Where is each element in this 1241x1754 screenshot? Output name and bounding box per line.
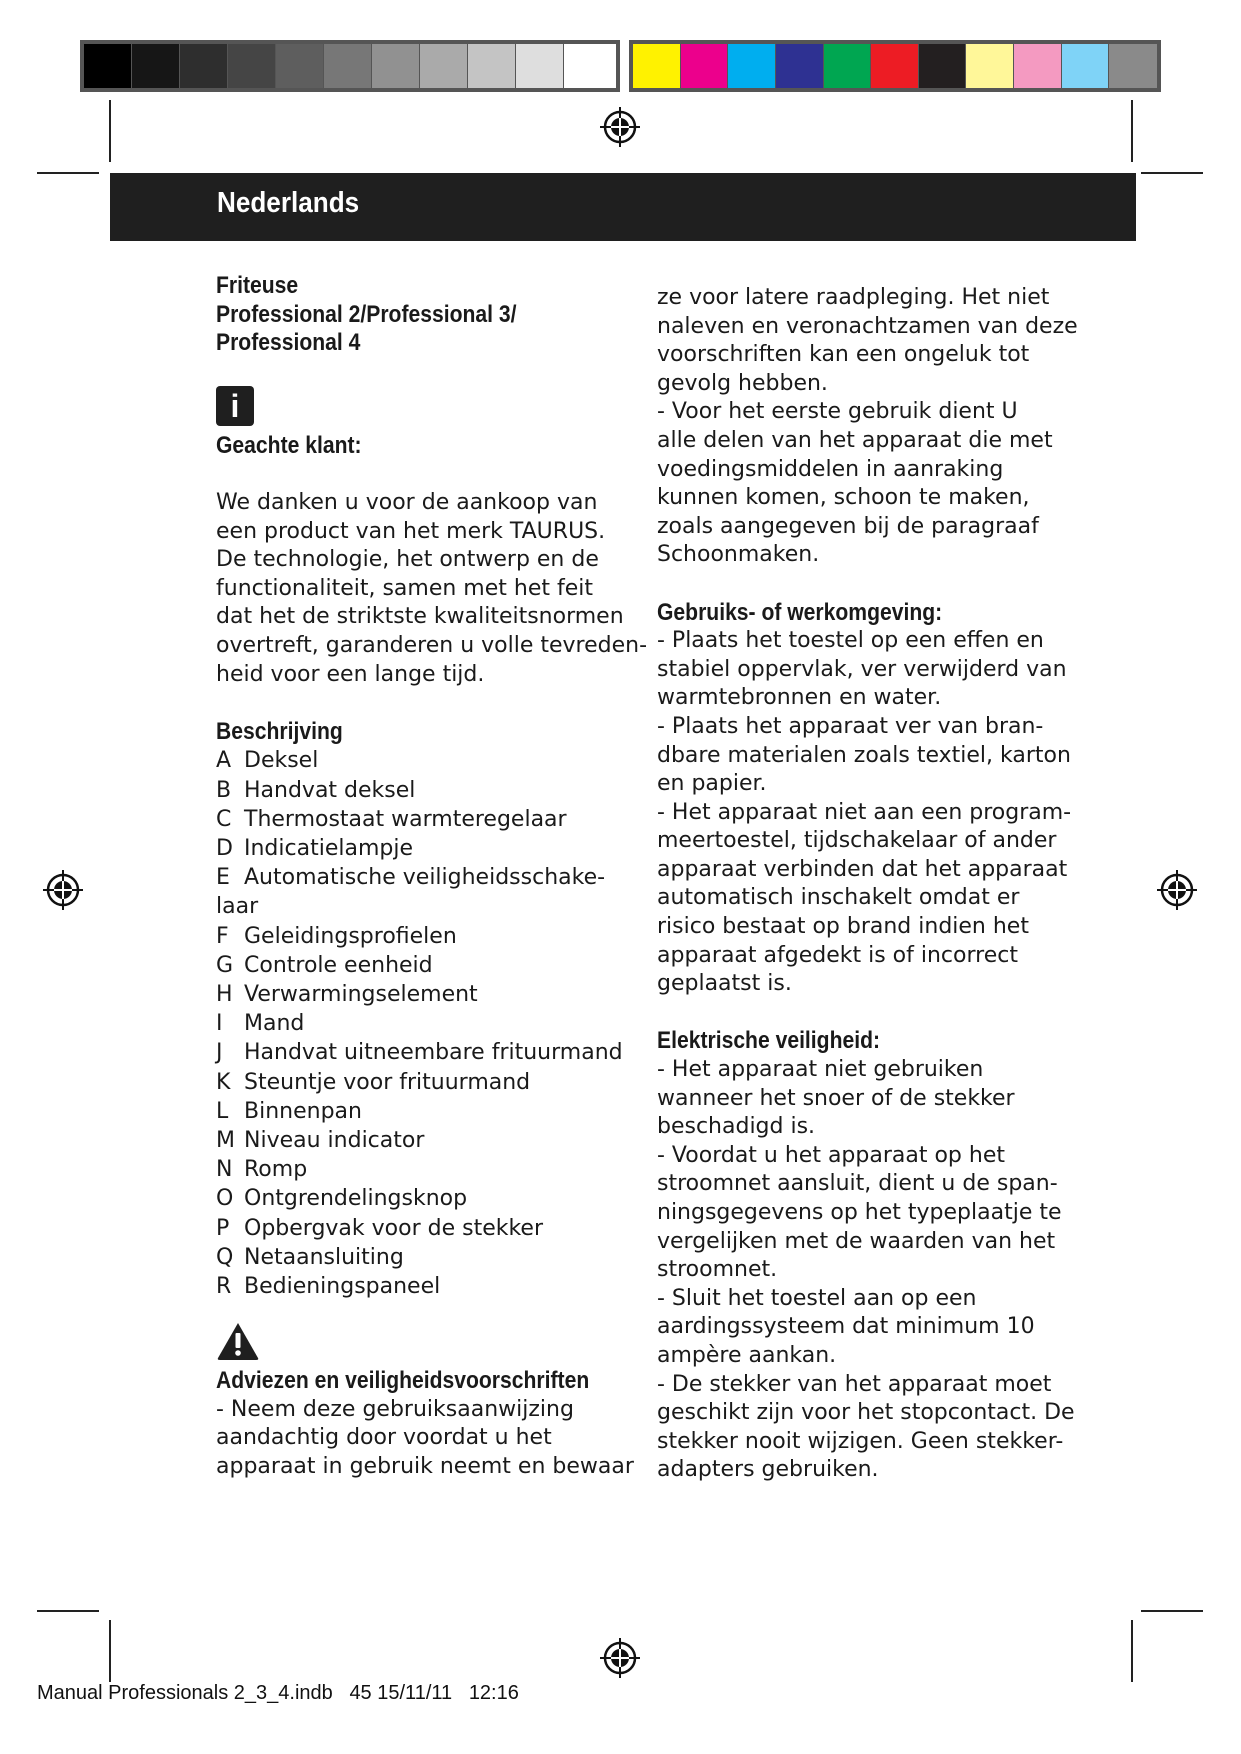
registration-mark-left: [41, 868, 85, 912]
swatch: [84, 44, 132, 88]
registration-mark-right: [1155, 868, 1199, 912]
swatch: [468, 44, 516, 88]
part-item: [216, 1272, 626, 1301]
slug-file: Manual Professionals 2_3_4.indb: [37, 1682, 333, 1704]
part-letter: K: [216, 1069, 231, 1095]
continuation-line: gevolg hebben.: [657, 370, 828, 396]
environment-line: - Plaats het toestel op een effen en: [657, 628, 1044, 654]
environment-line: stabiel oppervlak, ver verwijderd van: [657, 656, 1067, 682]
electrical-line: adapters gebruiken.: [657, 1457, 879, 1483]
environment-line: meertoestel, tijdschakelaar of ander: [657, 828, 1057, 854]
swatch: [871, 44, 919, 88]
part-label: Netaansluiting: [244, 1244, 404, 1270]
part-label: Thermostaat warmteregelaar: [244, 806, 567, 832]
environment-line: apparaat afgedekt is of incorrect: [657, 942, 1018, 968]
part-item: [216, 1038, 626, 1067]
electrical-line: ningsgegevens op het typeplaatje te: [657, 1200, 1062, 1225]
info-icon: [216, 386, 254, 426]
part-item: [216, 776, 626, 805]
part-letter: A: [216, 748, 232, 774]
part-label: Handvat uitneembare frituurmand: [244, 1040, 623, 1066]
part-letter: R: [216, 1273, 232, 1299]
intro-line: functionaliteit, samen met het feit: [216, 575, 594, 601]
safety-line: - Neem deze gebruiksaanwijzing: [216, 1396, 574, 1422]
intro-paragraph: [216, 489, 648, 689]
part-item: [216, 980, 626, 1009]
environment-line: warmtebronnen en water.: [657, 685, 942, 711]
part-letter: H: [216, 981, 233, 1007]
grayscale-bar: [80, 40, 620, 92]
print-slug: [37, 1682, 519, 1705]
part-letter: F: [216, 923, 229, 949]
part-label: Niveau indicator: [244, 1127, 425, 1153]
electrical-line: wanneer het snoer of de stekker: [657, 1085, 1015, 1111]
environment-line: automatisch inschakelt omdat er: [657, 885, 1020, 911]
part-item: [216, 922, 626, 951]
left-column: [216, 272, 648, 1482]
safety-continuation: [657, 284, 1077, 570]
swatch: [228, 44, 276, 88]
continuation-line: alle delen van het apparaat die met: [657, 427, 1053, 453]
part-item: [216, 834, 626, 863]
environment-line: - Het apparaat niet aan een program-: [657, 799, 1072, 825]
environment-line: geplaatst is.: [657, 971, 792, 997]
part-label: Opbergvak voor de stekker: [244, 1215, 544, 1241]
part-item: [216, 1009, 626, 1038]
continuation-line: zoals aangegeven bij de paragraaf: [657, 513, 1039, 539]
swatch: [1109, 44, 1157, 88]
electrical-line: - Sluit het toestel aan op een: [657, 1285, 977, 1311]
safety-paragraph: [216, 1396, 634, 1482]
electrical-line: aardingssysteem dat minimum 10: [657, 1314, 1035, 1340]
slug-time: 12:16: [468, 1682, 519, 1704]
part-label: Controle eenheid: [244, 952, 433, 978]
swatch: [276, 44, 324, 88]
intro-line: We danken u voor de aankoop van: [216, 489, 598, 515]
part-item: [216, 1184, 626, 1213]
electrical-line: - De stekker van het apparaat moet: [657, 1371, 1052, 1397]
part-label: Handvat deksel: [244, 777, 416, 803]
crop-mark-top-left: [109, 100, 111, 162]
part-label: Romp: [244, 1157, 308, 1183]
swatch: [681, 44, 729, 88]
electrical-line: stroomnet aansluit, dient u de span-: [657, 1171, 1058, 1197]
electrical-line: stroomnet.: [657, 1257, 778, 1283]
continuation-line: naleven en veronachtzamen van deze: [657, 313, 1078, 339]
part-item: [216, 1214, 626, 1243]
description-heading: Beschrijving: [216, 717, 343, 745]
electrical-paragraph: [657, 1056, 1077, 1485]
part-item: [216, 1097, 626, 1126]
swatch: [324, 44, 372, 88]
part-item: [216, 951, 626, 980]
swatch: [180, 44, 228, 88]
part-item: [216, 1068, 626, 1097]
swatch: [966, 44, 1014, 88]
part-letter: C: [216, 806, 232, 832]
part-label: Ontgrendelingsknop: [244, 1186, 468, 1212]
part-label: Automatische veiligheidsschake-: [244, 865, 606, 891]
part-letter: Q: [216, 1244, 234, 1270]
continuation-line: Schoonmaken.: [657, 542, 820, 568]
swatch: [564, 44, 612, 88]
info-icon-letter: i: [230, 387, 240, 424]
continuation-line: voedingsmiddelen in aanraking: [657, 456, 1004, 482]
part-item: [216, 1243, 626, 1272]
part-letter: D: [216, 835, 233, 861]
electrical-line: beschadigd is.: [657, 1114, 816, 1140]
part-letter: J: [216, 1040, 223, 1066]
electrical-heading: Elektrische veiligheid:: [657, 1027, 881, 1055]
part-letter: B: [216, 777, 232, 803]
part-letter: P: [216, 1215, 230, 1241]
part-letter: L: [216, 1098, 229, 1124]
swatch: [372, 44, 420, 88]
registration-mark-bottom: [598, 1636, 642, 1680]
part-item: [216, 863, 626, 892]
swatch: [516, 44, 564, 88]
part-letter: O: [216, 1186, 234, 1212]
intro-line: heid voor een lange tijd.: [216, 661, 485, 687]
swatch: [919, 44, 967, 88]
crop-mark-right-top: [1141, 172, 1203, 174]
crop-mark-left-bottom: [37, 1610, 99, 1612]
warning-icon: [216, 1321, 260, 1361]
safety-heading: Adviezen en veiligheidsvoorschriften: [216, 1367, 590, 1395]
environment-line: apparaat verbinden dat het apparaat: [657, 856, 1068, 882]
intro-line: een product van het merk TAURUS.: [216, 518, 606, 544]
part-label: Geleidingsprofielen: [244, 923, 457, 949]
slug-date: 15/11/11: [377, 1682, 453, 1704]
product-title-line-3: Professional 4: [216, 329, 361, 357]
environment-line: en papier.: [657, 771, 767, 797]
safety-line: aandachtig door voordat u het: [216, 1425, 552, 1451]
electrical-line: - Het apparaat niet gebruiken: [657, 1057, 984, 1083]
environment-line: dbare materialen zoals textiel, karton: [657, 742, 1071, 768]
intro-line: dat het de striktste kwaliteitsnormen: [216, 604, 624, 630]
part-item: [216, 892, 626, 921]
part-item: [216, 805, 626, 834]
registration-mark-top: [598, 105, 642, 149]
part-label: Mand: [244, 1011, 305, 1037]
crop-mark-bottom-left: [109, 1620, 111, 1682]
electrical-line: - Voordat u het apparaat op het: [657, 1142, 1005, 1168]
part-label: Indicatielampje: [244, 835, 413, 861]
language-header: [110, 173, 1136, 241]
swatch: [1014, 44, 1062, 88]
language-title: Nederlands: [217, 187, 360, 219]
part-label: Binnenpan: [244, 1098, 362, 1124]
swatch: [824, 44, 872, 88]
part-label: Verwarmingselement: [244, 981, 478, 1007]
product-title-line-2: Professional 2/Professional 3/: [216, 300, 517, 328]
swatch: [420, 44, 468, 88]
crop-mark-right-bottom: [1141, 1610, 1203, 1612]
swatch: [728, 44, 776, 88]
electrical-line: ampère aankan.: [657, 1342, 837, 1368]
environment-paragraph: [657, 627, 1077, 999]
continuation-line: kunnen komen, schoon te maken,: [657, 485, 1030, 511]
part-label: Steuntje voor frituurmand: [244, 1069, 531, 1095]
intro-line: De technologie, het ontwerp en de: [216, 547, 599, 573]
part-label: laar: [216, 894, 259, 920]
greeting-heading: Geachte klant:: [216, 431, 362, 459]
slug-page: 45: [349, 1682, 372, 1704]
intro-line: overtreft, garanderen u volle tevreden-: [216, 632, 648, 658]
part-letter: G: [216, 952, 234, 978]
safety-line: apparaat in gebruik neemt en bewaar: [216, 1453, 634, 1479]
crop-mark-top-right: [1131, 100, 1133, 162]
continuation-line: - Voor het eerste gebruik dient U: [657, 399, 1018, 425]
swatch: [776, 44, 824, 88]
continuation-line: voorschriften kan een ongeluk tot: [657, 342, 1030, 368]
electrical-line: stekker nooit wijzigen. Geen stekker-: [657, 1428, 1064, 1454]
part-label: Deksel: [244, 748, 319, 774]
parts-list: [216, 746, 626, 1301]
swatch: [1062, 44, 1110, 88]
electrical-line: geschikt zijn voor het stopcontact. De: [657, 1400, 1075, 1426]
product-title-line-1: Friteuse: [216, 272, 299, 299]
swatch: [132, 44, 180, 88]
crop-mark-left-top: [37, 172, 99, 174]
right-column: [657, 284, 1077, 1485]
environment-line: - Plaats het apparaat ver van bran-: [657, 713, 1044, 739]
environment-heading: Gebruiks- of werkomgeving:: [657, 598, 943, 626]
part-letter: I: [216, 1011, 223, 1037]
electrical-line: vergelijken met de waarden van het: [657, 1228, 1056, 1254]
part-letter: E: [216, 865, 230, 891]
part-item: [216, 746, 626, 775]
part-item: [216, 1155, 626, 1184]
part-letter: N: [216, 1157, 233, 1183]
part-letter: M: [216, 1127, 235, 1153]
part-label: Bedieningspaneel: [244, 1273, 441, 1299]
part-item: [216, 1126, 626, 1155]
color-bar: [629, 40, 1161, 92]
swatch: [633, 44, 681, 88]
crop-mark-bottom-right: [1131, 1620, 1133, 1682]
continuation-line: ze voor latere raadpleging. Het niet: [657, 285, 1050, 310]
environment-line: risico bestaat op brand indien het: [657, 914, 1029, 940]
